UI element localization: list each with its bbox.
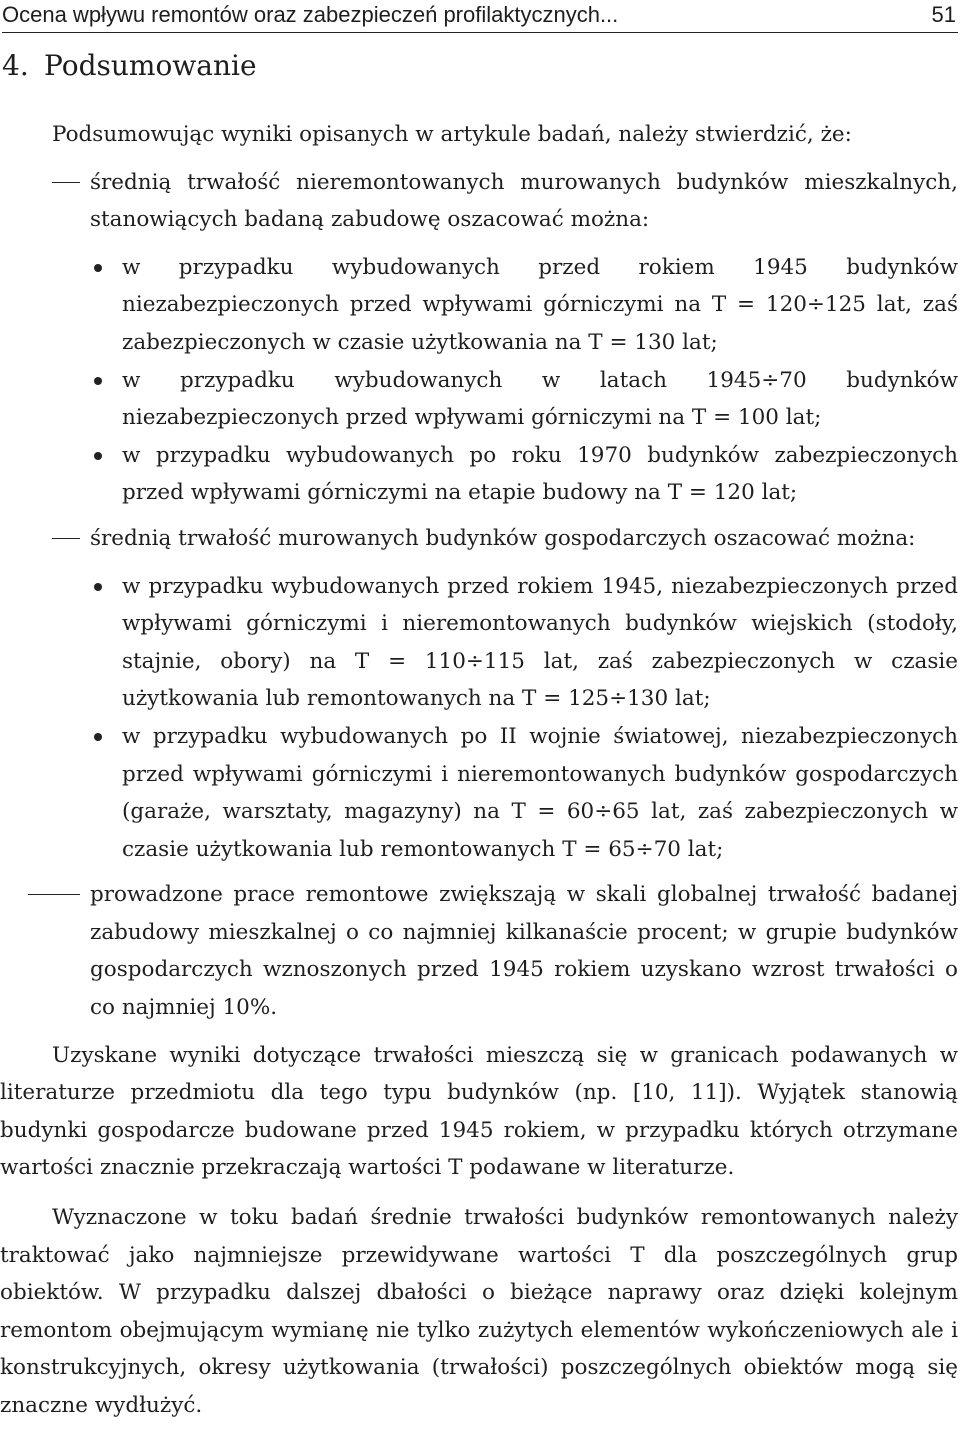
bullet-list-item: [0, 568, 958, 718]
dash-list-item: [0, 164, 958, 239]
bullet-dot-icon: [94, 377, 102, 385]
section-number: 4.: [2, 49, 29, 82]
bullet-item-text: w przypadku wybudowanych po roku 1970 budynków zabezpieczonych przed wpływami górniczymi na etapie budowy na T = 120 lat;: [122, 442, 958, 506]
bullet-item-text: w przypadku wybudowanych przed rokiem 1945, niezabezpieczonych przed wpływami górniczymi i nieremontowanych budynków wiejskich (stodoły, stajnie, obory) na T = 110÷115 lat, zaś zabezpieczonych w czasie użytkowania lub remontowanych na T = 125÷130 lat;: [122, 573, 958, 712]
em-dash-marker: [52, 182, 80, 183]
body-paragraph: Wyznaczone w toku badań średnie trwałości budynków remontowanych należy traktować jako najmniejsze przewidywane wartości T dla poszczególnych grup obiektów. W przypadku dalszej dbałości o bieżące naprawy oraz dzięki kolejnym remontom obejmującym wymianę nie tylko zużytych elementów wykończeniowych ale i konstrukcyjnych, okresy użytkowania (trwałości) poszczególnych obiektów mogą się znaczne wydłużyć.: [0, 1205, 958, 1418]
em-dash-marker: [28, 894, 80, 895]
bullet-dot-icon: [94, 452, 102, 460]
bullet-list-item: [0, 249, 958, 362]
section-title: Podsumowanie: [44, 49, 257, 82]
dash-item-text: średnią trwałość murowanych budynków gospodarczych oszacować można:: [90, 525, 916, 551]
dash-list-item: [0, 520, 958, 558]
bullet-list-item: [0, 362, 958, 437]
dash-list-item: [0, 876, 958, 1026]
bullet-item-text: w przypadku wybudowanych w latach 1945÷70 budynków niezabezpieczonych przed wpływami górniczymi na T = 100 lat;: [122, 367, 958, 431]
dash-item-text: średnią trwałość nieremontowanych murowanych budynków mieszkalnych, stanowiących badaną zabudowę oszacować można:: [90, 169, 958, 233]
dash-item-text: prowadzone prace remontowe zwiększają w skali globalnej trwałość badanej zabudowy mieszkalnej o co najmniej kilkanaście procent; w grupie budynków gospodarczych wznoszonych przed 1945 rokiem uzyskano wzrost trwałości o co najmniej 10%.: [90, 882, 958, 1021]
bullet-dot-icon: [94, 264, 102, 272]
bullet-item-text: w przypadku wybudowanych po II wojnie światowej, niezabezpieczonych przed wpływami górniczymi i nieremontowanych budynków gospodarczych (garaże, warsztaty, magazyny) na T = 60÷65 lat, zaś zabezpieczonych w czasie użytkowania lub remontowanych T = 65÷70 lat;: [122, 723, 958, 862]
running-title: Ocena wpływu remontów oraz zabezpieczeń profilaktycznych...: [2, 2, 619, 27]
page-number: 51: [931, 2, 956, 27]
bullet-list: [0, 568, 958, 869]
body-text: [0, 116, 958, 1425]
bullet-list-item: [0, 437, 958, 512]
bullet-item-text: w przypadku wybudowanych przed rokiem 1945 budynków niezabezpieczonych przed wpływami górniczymi na T = 120÷125 lat, zaś zabezpieczonych w czasie użytkowania na T = 130 lat;: [122, 254, 958, 355]
body-paragraph: Uzyskane wyniki dotyczące trwałości mieszczą się w granicach podawanych w literaturze przedmiotu dla tego typu budynków (np. [10, 11]). Wyjątek stanowią budynki gospodarcze budowane przed 1945 rokiem, w przypadku których otrzymane wartości znacznie przekraczają wartości T podawane w literaturze.: [0, 1042, 958, 1181]
bullet-list-item: [0, 718, 958, 868]
bullet-dot-icon: [94, 583, 102, 591]
intro-sentence: Podsumowując wyniki opisanych w artykule badań, należy stwierdzić, że:: [52, 122, 852, 147]
bullet-dot-icon: [94, 733, 102, 741]
em-dash-marker: [52, 538, 80, 539]
section-heading: [2, 46, 257, 86]
running-header: [2, 0, 958, 33]
bullet-list: [0, 249, 958, 512]
